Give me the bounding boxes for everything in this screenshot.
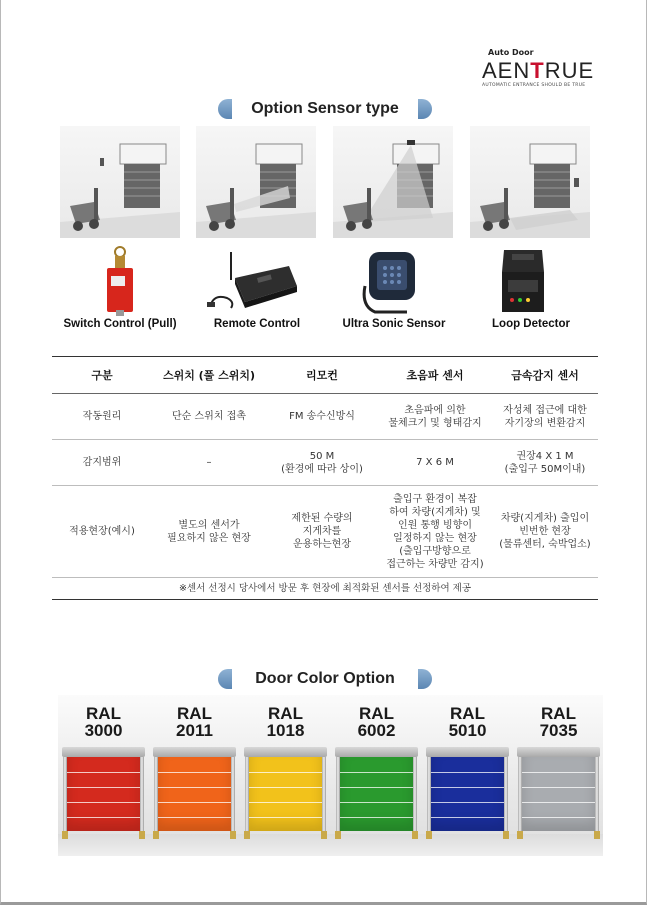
door-color-panel <box>58 695 603 856</box>
table-header: 스위치 (풀 스위치) <box>162 368 256 382</box>
table-cell: 50 M (환경에 따라 상이) <box>281 450 363 475</box>
door-curtain <box>522 757 595 831</box>
row-label: 작동원리 <box>82 411 122 422</box>
table-cell: 차량(지게차) 출입이 빈번한 현장 (물류센터, 숙박업소) <box>499 513 591 550</box>
ral-code: RAL 1018 <box>266 704 305 740</box>
row-label: 감지범위 <box>82 457 122 468</box>
scene-ultrasonic <box>333 126 453 238</box>
door-head <box>244 747 327 757</box>
table-header: 금속감지 센서 <box>511 368 579 382</box>
table-cell: 단순 스위치 접촉 <box>172 411 246 422</box>
door-color-swatch <box>422 695 513 856</box>
logo-tagline: AUTOMATIC ENTRANCE SHOULD BE TRUE <box>482 83 586 88</box>
sensor-section-banner <box>218 97 432 121</box>
door-head <box>335 747 418 757</box>
door-curtain <box>431 757 504 831</box>
product-label-remote: Remote Control <box>213 318 301 330</box>
table-cell: – <box>206 457 212 468</box>
door-curtain <box>249 757 322 831</box>
ral-code: RAL 7035 <box>539 704 578 740</box>
table-cell: FM 송수신방식 <box>289 411 355 422</box>
table-row <box>52 440 598 486</box>
door-head <box>62 747 145 757</box>
row-label: 적용현장(예시) <box>69 526 135 537</box>
ral-code: RAL 3000 <box>84 704 123 740</box>
table-cell: 별도의 센서가 필요하지 않은 현장 <box>167 519 251 544</box>
table-row <box>52 394 598 440</box>
door-curtain <box>158 757 231 831</box>
sensor-spec-table <box>52 356 598 600</box>
table-row <box>52 486 598 578</box>
table-cell: 7 X 6 M <box>416 457 454 468</box>
table-header: 초음파 센서 <box>406 368 464 382</box>
pull-switch-icon <box>100 246 140 318</box>
scene-loop-detector <box>470 126 590 238</box>
door-head <box>153 747 236 757</box>
door-color-swatch <box>58 695 149 856</box>
scene-remote-control <box>196 126 316 238</box>
table-cell: 초음파에 의한 물체크기 및 형태감지 <box>388 404 482 429</box>
sensor-section-title: Option Sensor type <box>232 97 418 121</box>
door-color-swatch <box>513 695 603 856</box>
table-note: ※센서 선정시 당사에서 방문 후 현장에 최적화된 센서를 선정하여 제공 <box>178 583 472 594</box>
logo-top-text: Auto Door <box>488 48 534 57</box>
ral-code: RAL 5010 <box>448 704 487 740</box>
scene-pull-switch <box>60 126 180 238</box>
ultrasonic-sensor-icon <box>355 246 427 318</box>
door-color-swatch <box>240 695 331 856</box>
door-color-swatch <box>331 695 422 856</box>
table-header: 리모컨 <box>306 368 338 382</box>
table-cell: 출입구 환경이 복잡 하여 차량(지게차) 및 인원 통행 빙향이 일정하지 않는 현장 (출입구방향으로 접근하는 차량만 감지) <box>386 493 484 570</box>
door-curtain <box>67 757 140 831</box>
product-label-ultrasonic: Ultra Sonic Sensor <box>342 318 446 330</box>
color-section-banner <box>218 667 432 691</box>
table-header: 구분 <box>91 368 113 382</box>
color-section-title: Door Color Option <box>232 667 418 691</box>
logo-wordmark: AENTRUE <box>482 58 595 83</box>
ral-code: RAL 2011 <box>176 704 213 740</box>
ral-code: RAL 6002 <box>357 704 396 740</box>
product-label-pull-switch: Switch Control (Pull) <box>63 318 177 330</box>
door-color-swatch <box>149 695 240 856</box>
table-note-row <box>52 578 598 600</box>
table-header-row <box>52 357 598 394</box>
table-cell: 권장4 X 1 M (출입구 50M이내) <box>504 450 586 475</box>
table-cell: 자성체 접근에 대한 자기장의 변환감지 <box>503 404 587 429</box>
product-label-loop: Loop Detector <box>492 318 570 330</box>
door-head <box>517 747 600 757</box>
table-cell: 제한된 수량의 지게차를 운용하는현장 <box>291 513 353 550</box>
door-curtain <box>340 757 413 831</box>
remote-receiver-icon <box>205 246 299 318</box>
door-head <box>426 747 509 757</box>
company-logo <box>478 48 608 92</box>
loop-detector-icon <box>498 246 548 318</box>
